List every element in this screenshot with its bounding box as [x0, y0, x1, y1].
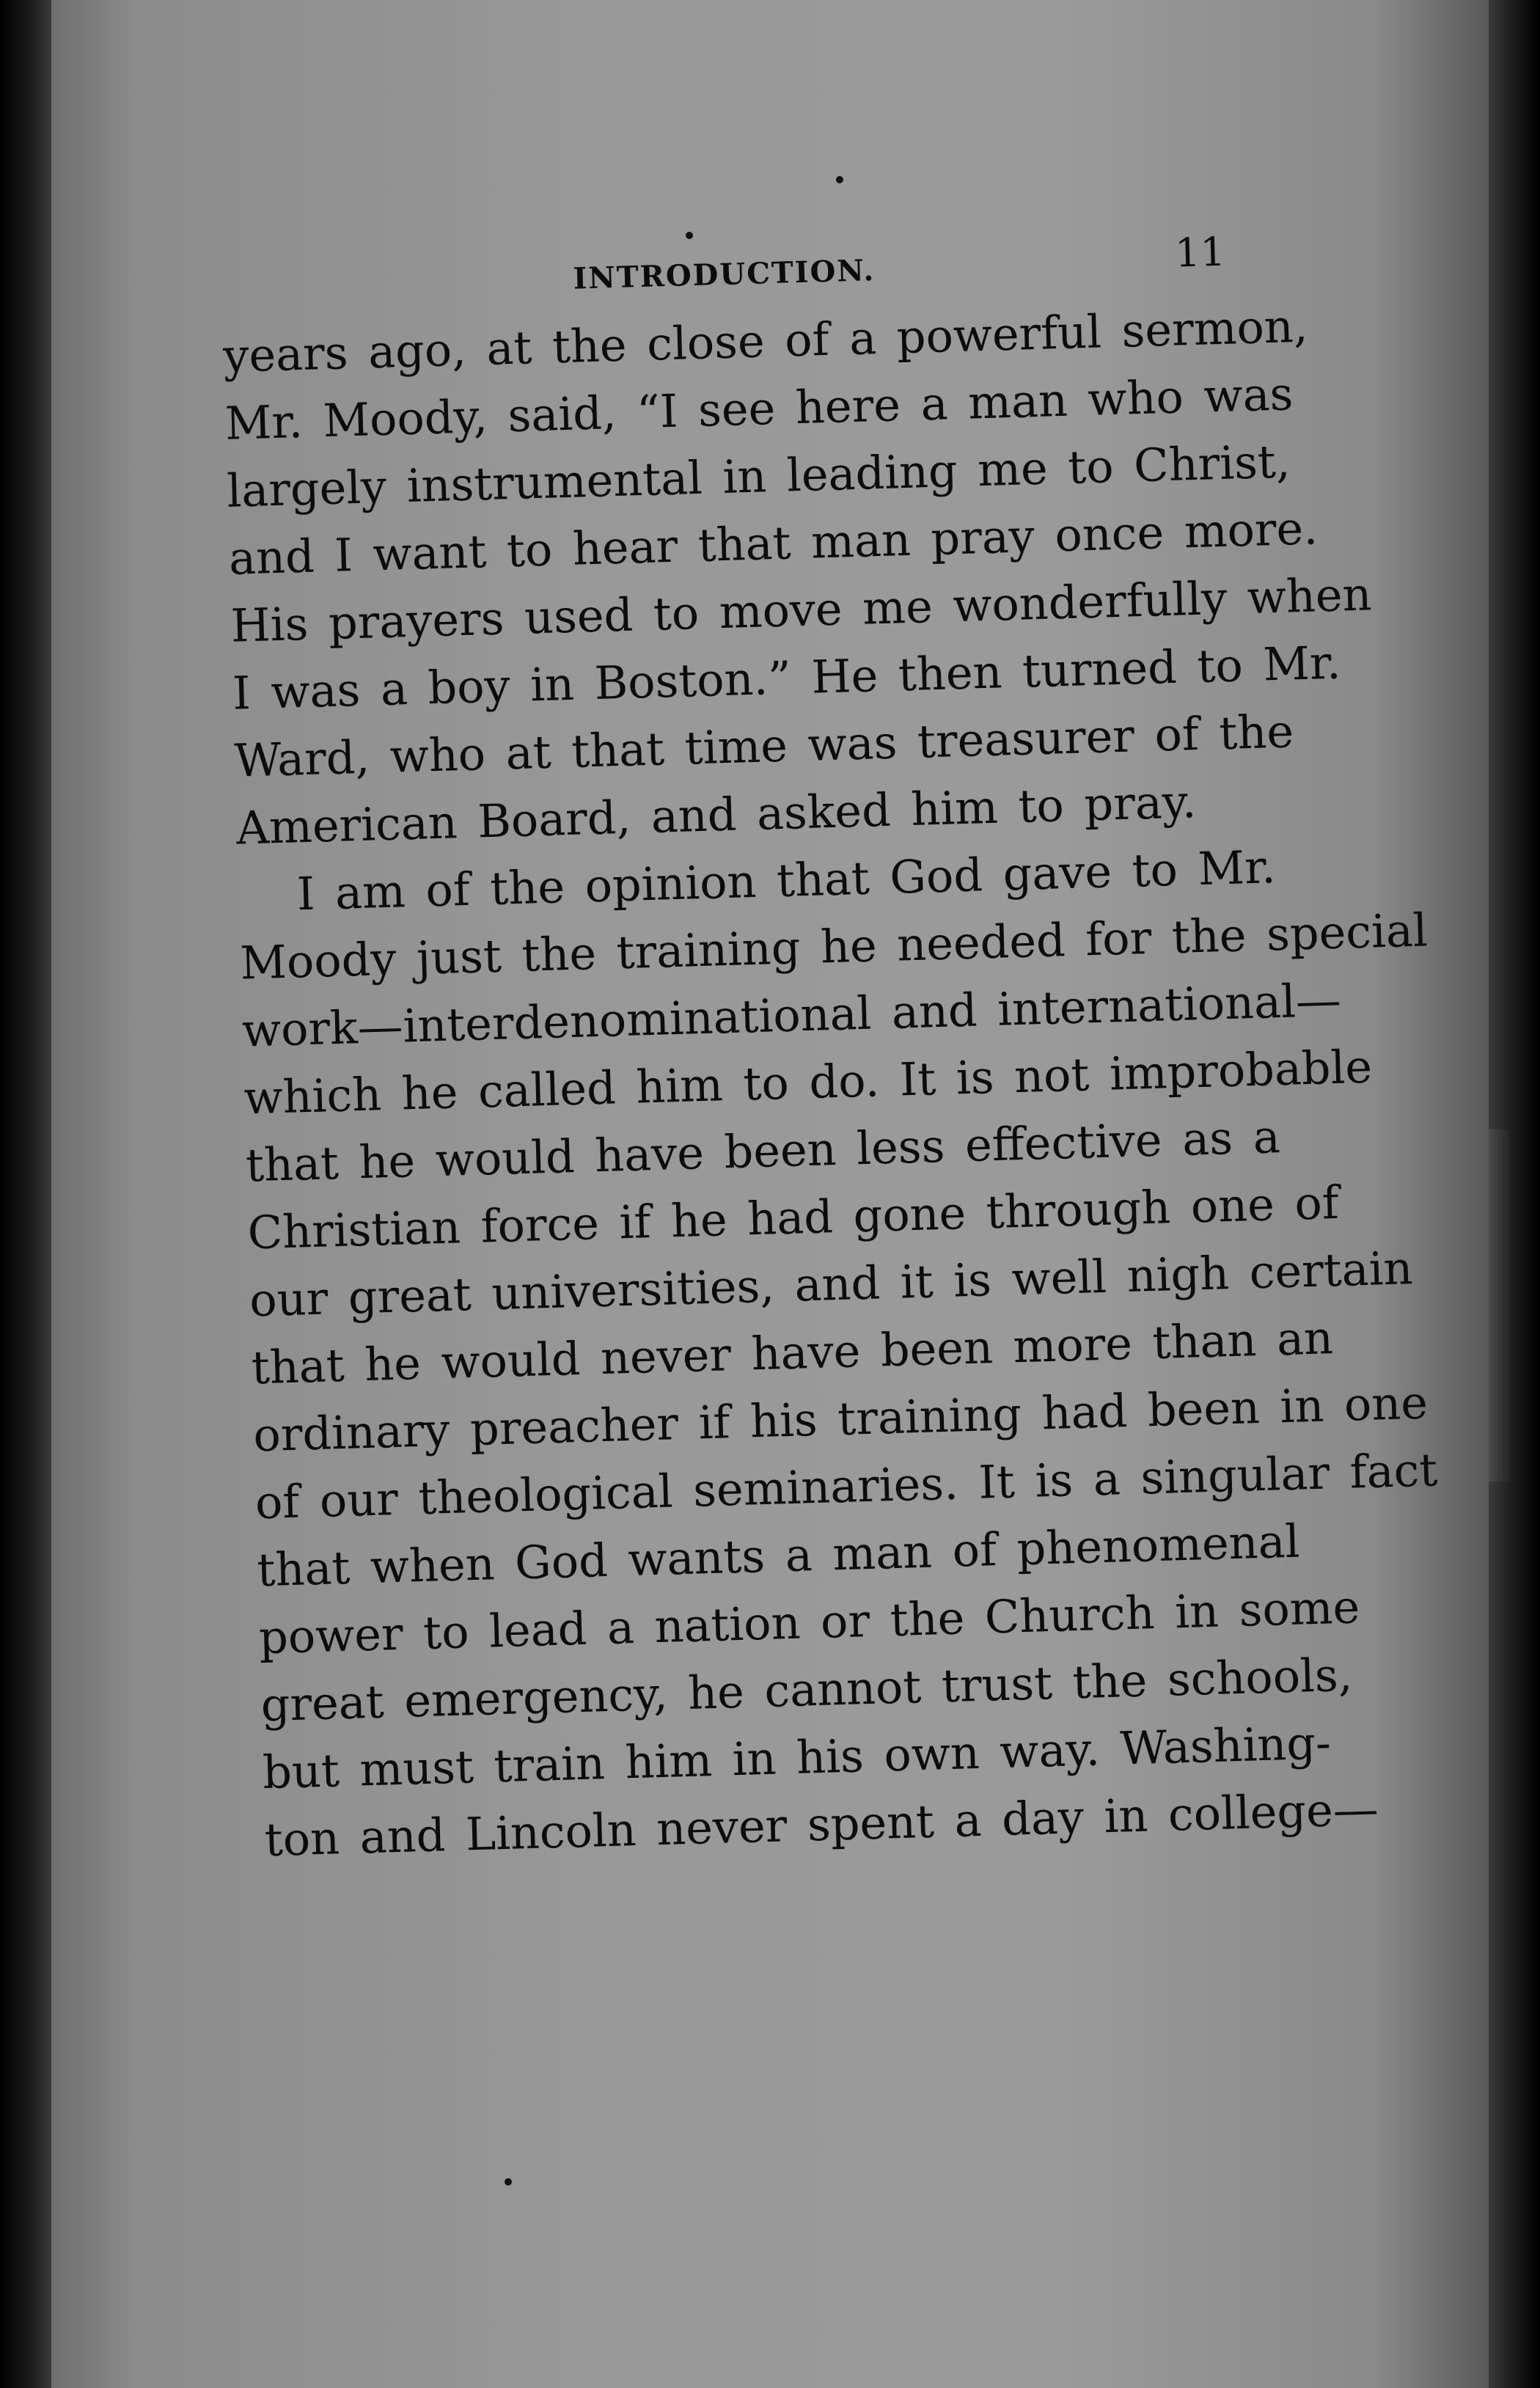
- text-line: ordinary preacher if his training had been in one: [252, 1375, 1429, 1462]
- text-line-paragraph-start: I am of the opinion that God gave to Mr.: [296, 840, 1277, 921]
- text-line: that he would never have been more than an: [250, 1311, 1334, 1395]
- text-line: I was a boy in Boston.” He then turned to Mr.: [232, 635, 1342, 720]
- text-line: great emergency, he cannot trust the schools,: [260, 1647, 1354, 1732]
- page-text: [220, 213, 1439, 1874]
- ink-speck: [505, 2178, 512, 2186]
- text-line: of our theological seminaries. It is a singular fact: [254, 1443, 1439, 1530]
- text-line: that he would have been less effective as a: [245, 1110, 1281, 1193]
- text-line: largely instrumental in leading me to Christ,: [226, 434, 1291, 518]
- text-line: Ward, who at that time was treasurer of the: [233, 704, 1294, 788]
- text-line: that when God wants a man of phenomenal: [256, 1514, 1301, 1597]
- text-line: but must train him in his own way. Washing-: [262, 1715, 1332, 1800]
- text-line: years ago, at the close of a powerful sermon,: [222, 298, 1309, 383]
- text-line: American Board, and asked him to pray.: [235, 774, 1198, 855]
- text-line: work—interdenominational and international—: [241, 973, 1342, 1058]
- text-line: ton and Lincoln never spent a day in college—: [263, 1781, 1379, 1867]
- ink-speck: [836, 176, 843, 183]
- book-spine-shadow: [0, 0, 51, 2388]
- text-line: Mr. Moody, said, “I see here a man who was: [224, 367, 1294, 450]
- text-line: His prayers used to move me wonderfully when: [230, 567, 1373, 653]
- text-line: Moody just the training he needed for the special: [239, 903, 1429, 990]
- running-head: INTRODUCTION.: [572, 253, 876, 296]
- page-number: 11: [1174, 228, 1226, 276]
- page-curl-shadow: [1489, 1129, 1511, 1481]
- text-line: power to lead a nation or the Church in some: [258, 1580, 1361, 1665]
- text-line: which he called him to do. It is not improbable: [243, 1039, 1374, 1125]
- text-line: and I want to hear that man pray once more.: [228, 501, 1319, 585]
- text-line: our great universities, and it is well nigh certain: [249, 1241, 1414, 1327]
- text-line: Christian force if he had gone through one of: [246, 1175, 1340, 1260]
